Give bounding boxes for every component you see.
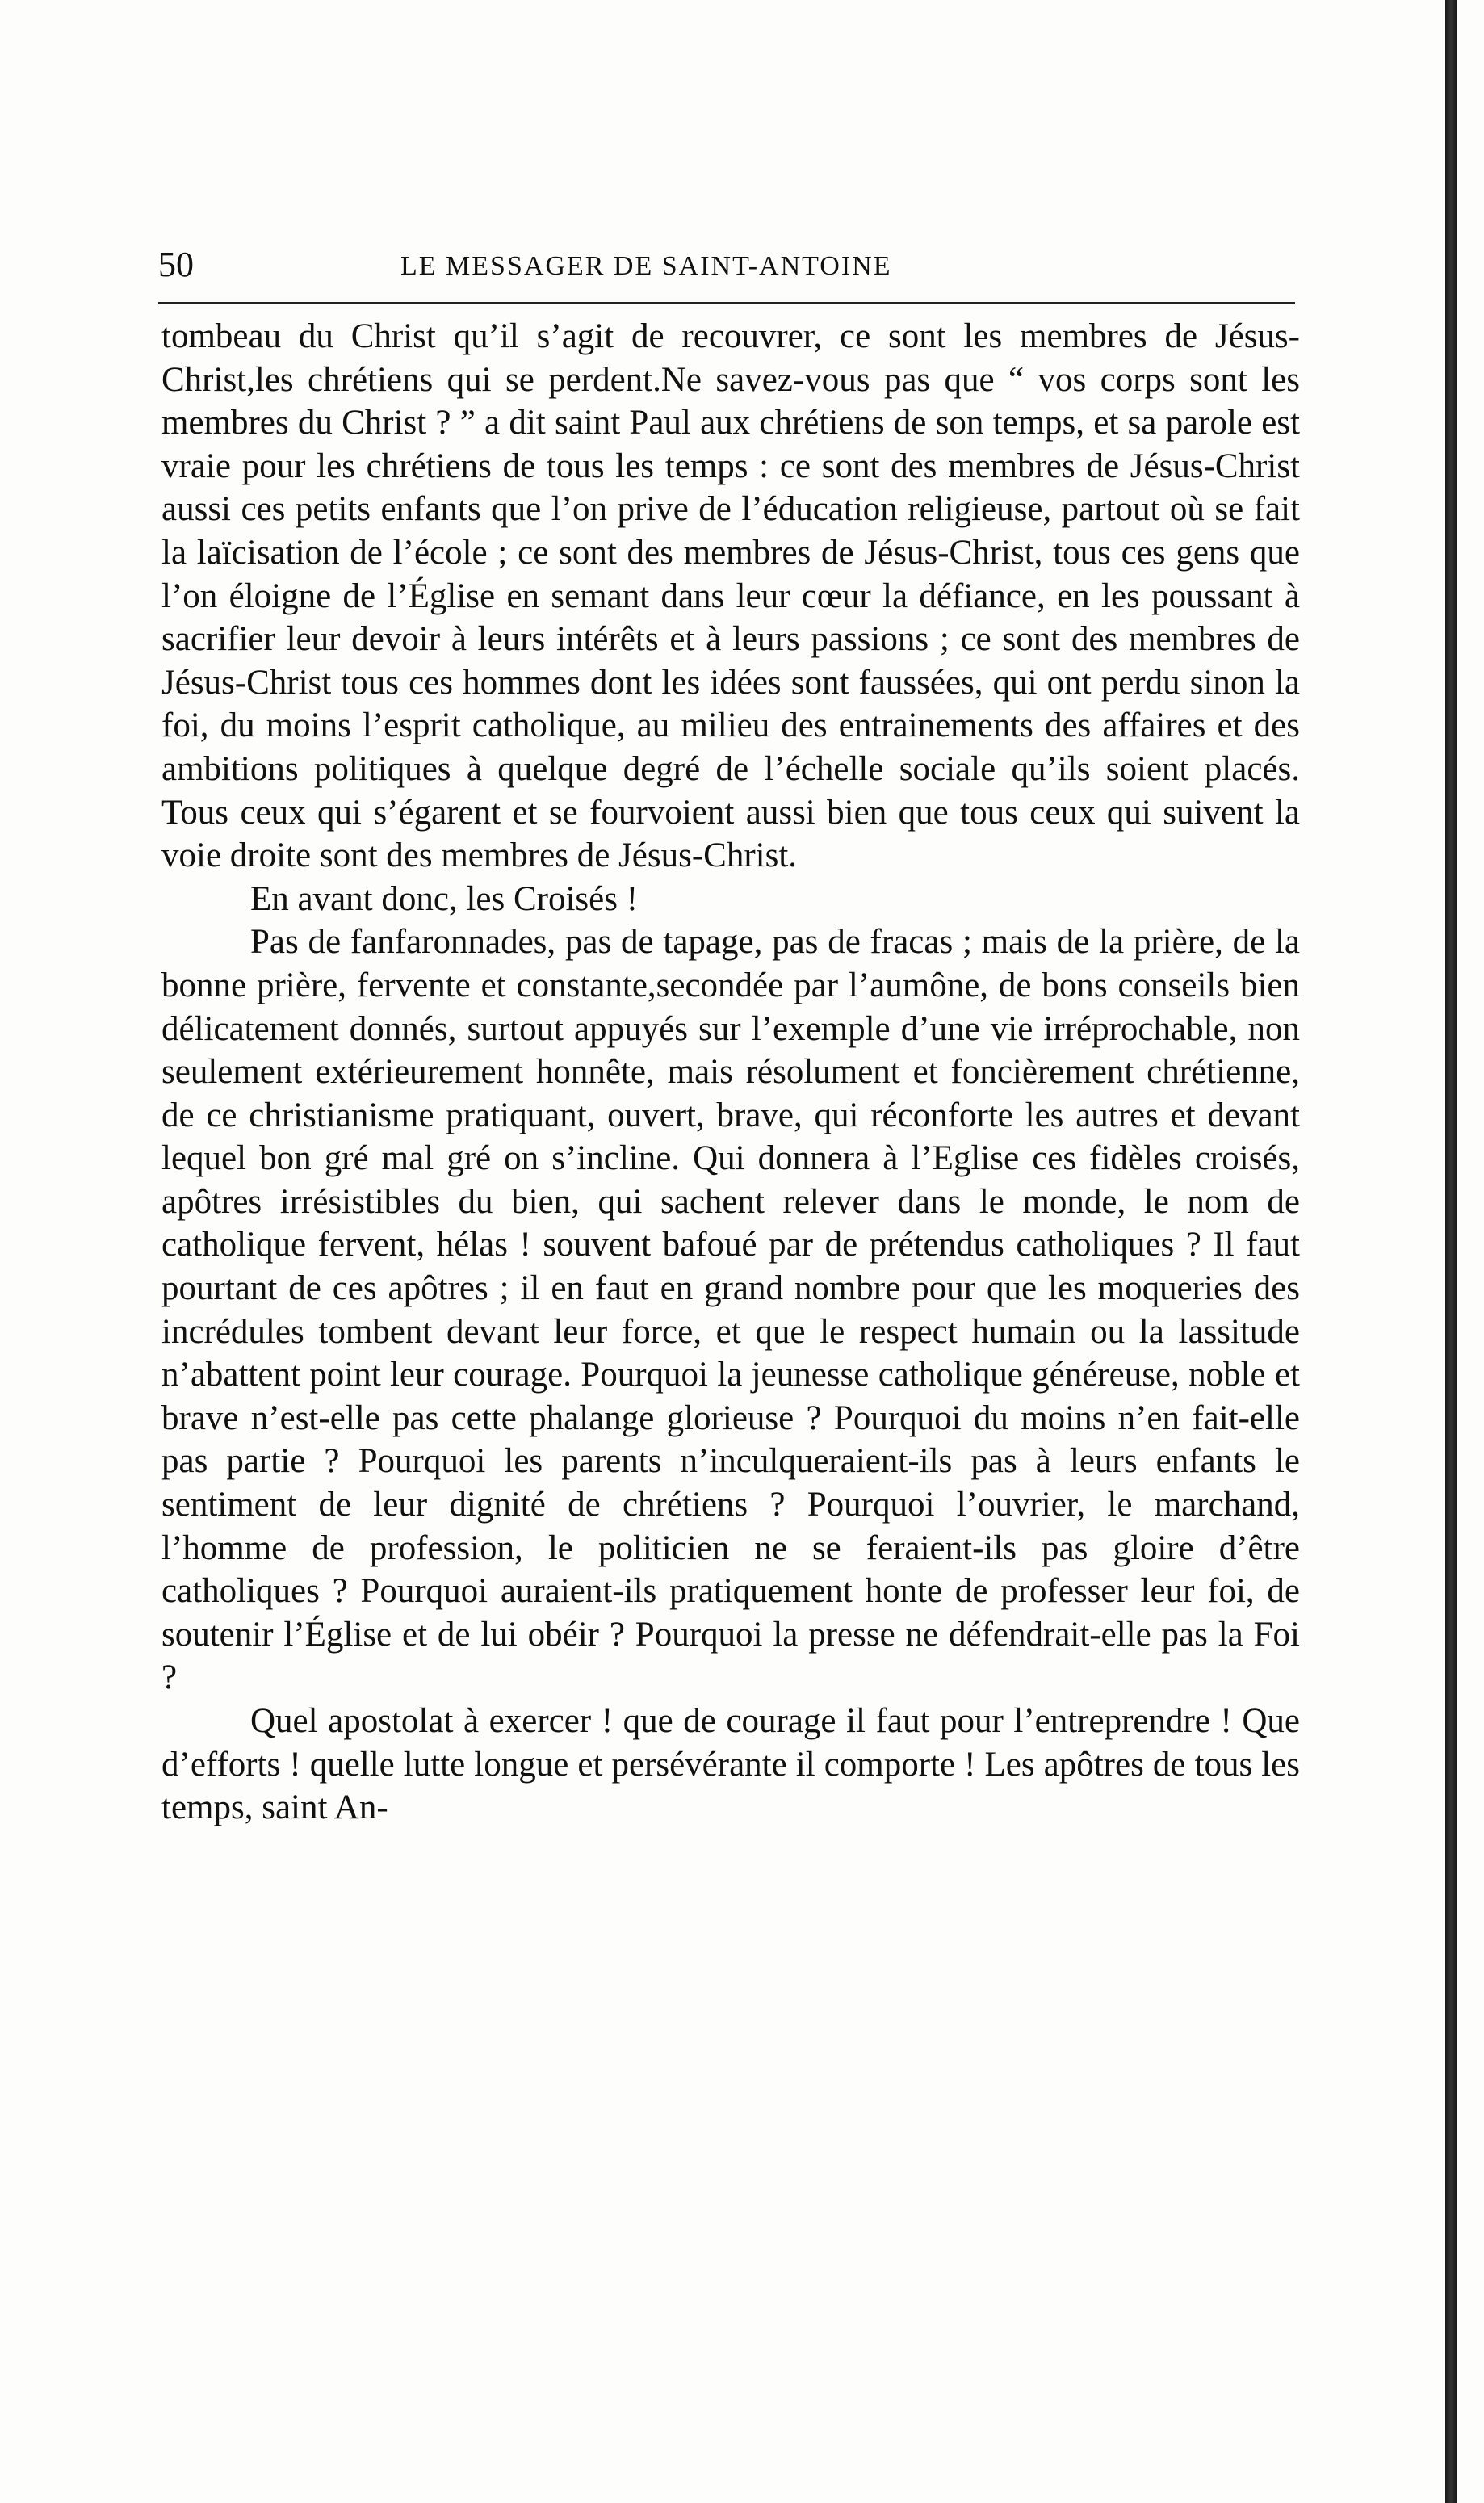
header-rule [158, 302, 1295, 304]
running-title: LE MESSAGER DE SAINT-ANTOINE [400, 251, 892, 281]
page-header [158, 239, 1298, 291]
paragraph-4: Quel apostolat à exercer ! que de courage il faut pour l’entreprendre ! Que d’efforts ! quelle lutte longue et persévérante il comporte ! Les apôtres de tous les temps, saint An- [161, 1702, 1300, 1827]
paragraph-2: En avant donc, les Croisés ! [250, 879, 639, 918]
page-number: 50 [158, 245, 194, 284]
binding-edge [1445, 0, 1457, 2503]
paragraph-1: tombeau du Christ qu’il s’agit de recouvrer, ce sont les membres de Jésus-Christ,les chrétiens qui se perdent.Ne savez-vous pas que “ vos corps sont les membres du Christ ? ” a dit saint Paul aux chrétiens de son temps, et sa parole est vraie pour les chrétiens de tous les temps : ce sont des membres de Jésus-Christ aussi ces petits enfants que l’on prive de l’éducation religieuse, partout où se fait la laïcisation de l’école ; ce sont des membres de Jésus-Christ, tous ces gens que l’on éloigne de l’Église en semant dans leur cœur la défiance, en les poussant à sacrifier leur devoir à leurs intérêts et à leurs passions ; ce sont des membres de Jésus-Christ tous ces hommes dont les idées sont faussées, qui ont perdu sinon la foi, du moins l’esprit catholique, au milieu des entrainements des affaires et des ambitions politiques à quelque degré de l’échelle sociale qu’ils soient placés. Tous ceux qui s’égarent et se fourvoient aussi bien que tous ceux qui suivent la voie droite sont des membres de Jésus-Christ. [161, 317, 1300, 875]
paragraph-3: Pas de fanfaronnades, pas de tapage, pas de fracas ; mais de la prière, de la bonne prière, fervente et constante,secondée par l’aumône, de bons conseils bien délicatement donnés, surtout appuyés sur l’exemple d’une vie irréprochable, non seulement extérieurement honnête, mais résolument et foncièrement chrétienne, de ce christianisme pratiquant, ouvert, brave, qui réconforte les autres et devant lequel bon gré mal gré on s’incline. Qui donnera à l’Eglise ces fidèles croisés, apôtres irrésistibles du bien, qui sachent relever dans le monde, le nom de catholique fervent, hélas ! souvent bafoué par de prétendus catholiques ? Il faut pourtant de ces apôtres ; il en faut en grand nombre pour que les moqueries des incrédules tombent devant leur force, et que le respect humain ou la lassitude n’abattent point leur courage. Pourquoi la jeunesse catholique généreuse, noble et brave n’est-elle pas cette phalange glorieuse ? Pourquoi du moins n’en fait-elle pas partie ? Pourquoi les parents n’inculqueraient-ils pas à leurs enfants le sentiment de leur dignité de chrétiens ? Pourquoi l’ouvrier, le marchand, l’homme de profession, le politicien ne se feraient-ils pas gloire d’être catholiques ? Pourquoi auraient-ils pratiquement honte de professer leur foi, de soutenir l’Église et de lui obéir ? Pourquoi la presse ne défendrait-elle pas la Foi ? [161, 923, 1300, 1697]
body-text [161, 315, 1300, 1830]
